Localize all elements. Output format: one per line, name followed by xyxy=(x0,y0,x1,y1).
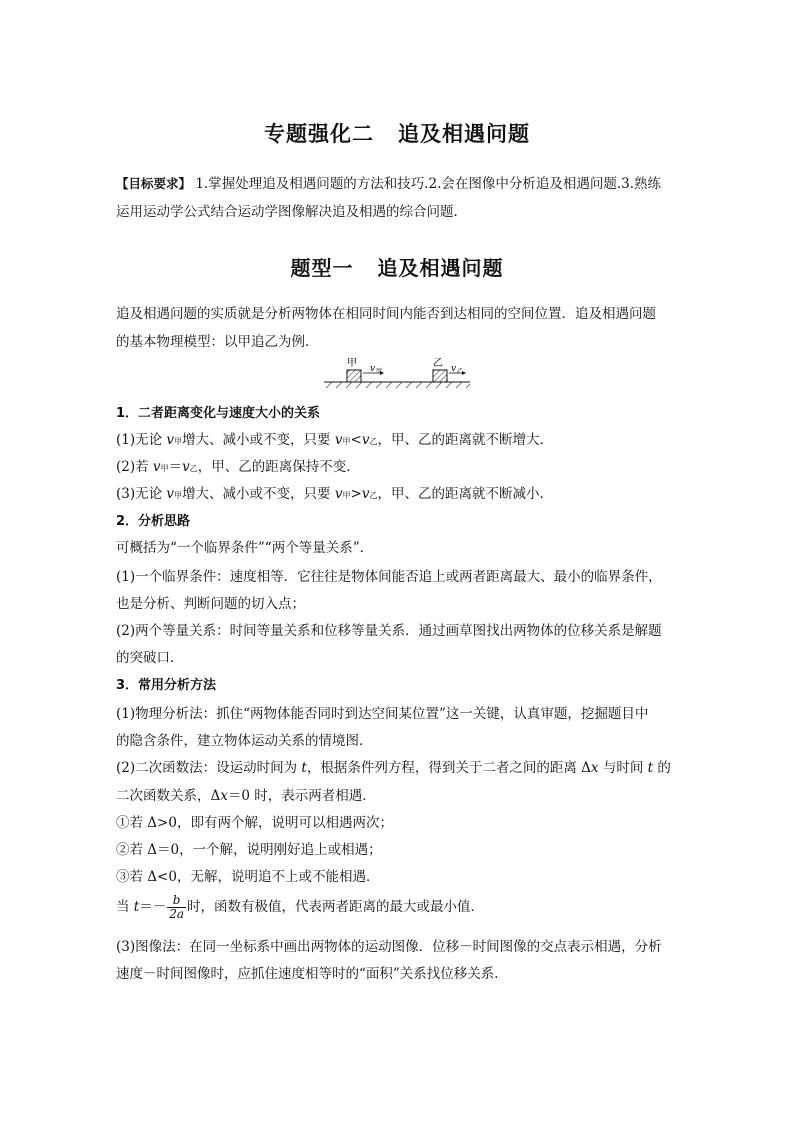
v-yi-sub: 乙 xyxy=(457,368,464,375)
v-jia-sub: 甲 xyxy=(376,368,383,375)
block-yi xyxy=(433,370,447,382)
label-yi: 乙 xyxy=(433,358,443,369)
s1-heading: 1．二者距离变化与速度大小的关系 xyxy=(116,406,321,421)
ground-hatching xyxy=(326,382,470,388)
s1-line-1: (1)无论 v甲增大、减小或不变，只要 v甲<v乙，甲、乙的距离就不断增大． xyxy=(116,432,553,448)
s2-line-4: (2)两个等量关系：时间等量关系和位移等量关系．通过画草图找出两物体的位移关系是解题 xyxy=(116,623,662,639)
goal-tag: 【目标要求】 xyxy=(116,176,192,191)
s3-line-2: 的隐含条件，建立物体运动关系的情境图． xyxy=(116,733,373,749)
s3-case-3: ③若 Δ<0，无解，说明追不上或不能相遇． xyxy=(116,869,380,885)
section-heading xyxy=(0,252,794,281)
title-part-1: 专题强化二 xyxy=(264,122,374,146)
s3-case-1: ①若 Δ>0，即有两个解，说明可以相遇两次； xyxy=(116,815,393,831)
chase-model-figure xyxy=(322,352,472,392)
s2-line-5: 的突破口． xyxy=(116,650,184,666)
v-yi-symbol: v xyxy=(451,364,457,374)
s1-line-3: (3)无论 v甲增大、减小或不变，只要 v甲>v乙，甲、乙的距离就不断减小． xyxy=(116,486,553,502)
label-jia: 甲 xyxy=(347,358,357,369)
goal-line-2: 运用运动学公式结合运动学图像解决追及相遇的综合问题． xyxy=(116,204,467,220)
s3-line-1: (1)物理分析法：抓住“两物体能否同时到达空间某位置”这一关键，认真审题，挖掘题目中 xyxy=(116,706,649,722)
s2-heading: 2．分析思路 xyxy=(116,514,191,529)
block-jia xyxy=(347,370,361,382)
s3-extremum-line: 当 t＝－ $\frac{b}{2a}$ 时，函数有极值，代表两者距离的最大或最小值． xyxy=(116,893,485,921)
fraction: $\frac{b}{2a}$ xyxy=(169,893,185,921)
s3-line-4: 二次函数关系，Δx＝0 时，表示两者相遇． xyxy=(116,788,376,804)
s3-heading: 3．常用分析方法 xyxy=(116,678,217,693)
learning-goals xyxy=(116,170,678,226)
s2-line-2: (1)一个临界条件：速度相等．它往往是物体间能否追上或两者距离最大、最小的临界条件， xyxy=(116,569,662,585)
v-jia-symbol: v xyxy=(370,364,376,374)
goal-text: 1.掌握处理追及相遇问题的方法和技巧.2.会在图像中分析追及相遇问题.3.熟练 xyxy=(195,176,662,192)
goal-line-1 xyxy=(116,170,678,198)
s3-line-3: (2)二次函数法：设运动时间为 t，根据条件列方程，得到关于二者之间的距离 Δx 与时间 t 的 xyxy=(116,760,671,776)
s1-line-2: (2)若 v甲＝v乙，甲、乙的距离保持不变． xyxy=(116,459,360,475)
title-part-2: 追及相遇问题 xyxy=(398,122,530,146)
section-part-2: 追及相遇问题 xyxy=(377,256,504,280)
s3-line-10: 速度－时间图像时，应抓住速度相等时的“面积”关系找位移关系． xyxy=(116,966,508,982)
s2-line-3: 也是分析、判断问题的切入点； xyxy=(116,596,305,612)
s2-line-1: 可概括为“一个临界条件”“两个等量关系”． xyxy=(116,540,374,556)
s3-case-2: ②若 Δ＝0，一个解，说明刚好追上或相遇； xyxy=(116,842,382,858)
section-part-1: 题型一 xyxy=(290,256,354,280)
intro-line-2: 的基本物理模型：以甲追乙为例． xyxy=(116,334,319,350)
intro-line-1: 追及相遇问题的实质就是分析两物体在相同时间内能否到达相同的空间位置．追及相遇问题 xyxy=(116,306,656,322)
s3-line-9: (3)图像法：在同一坐标系中画出两物体的运动图像．位移－时间图像的交点表示相遇，分析 xyxy=(116,939,662,955)
page-title xyxy=(0,118,794,148)
